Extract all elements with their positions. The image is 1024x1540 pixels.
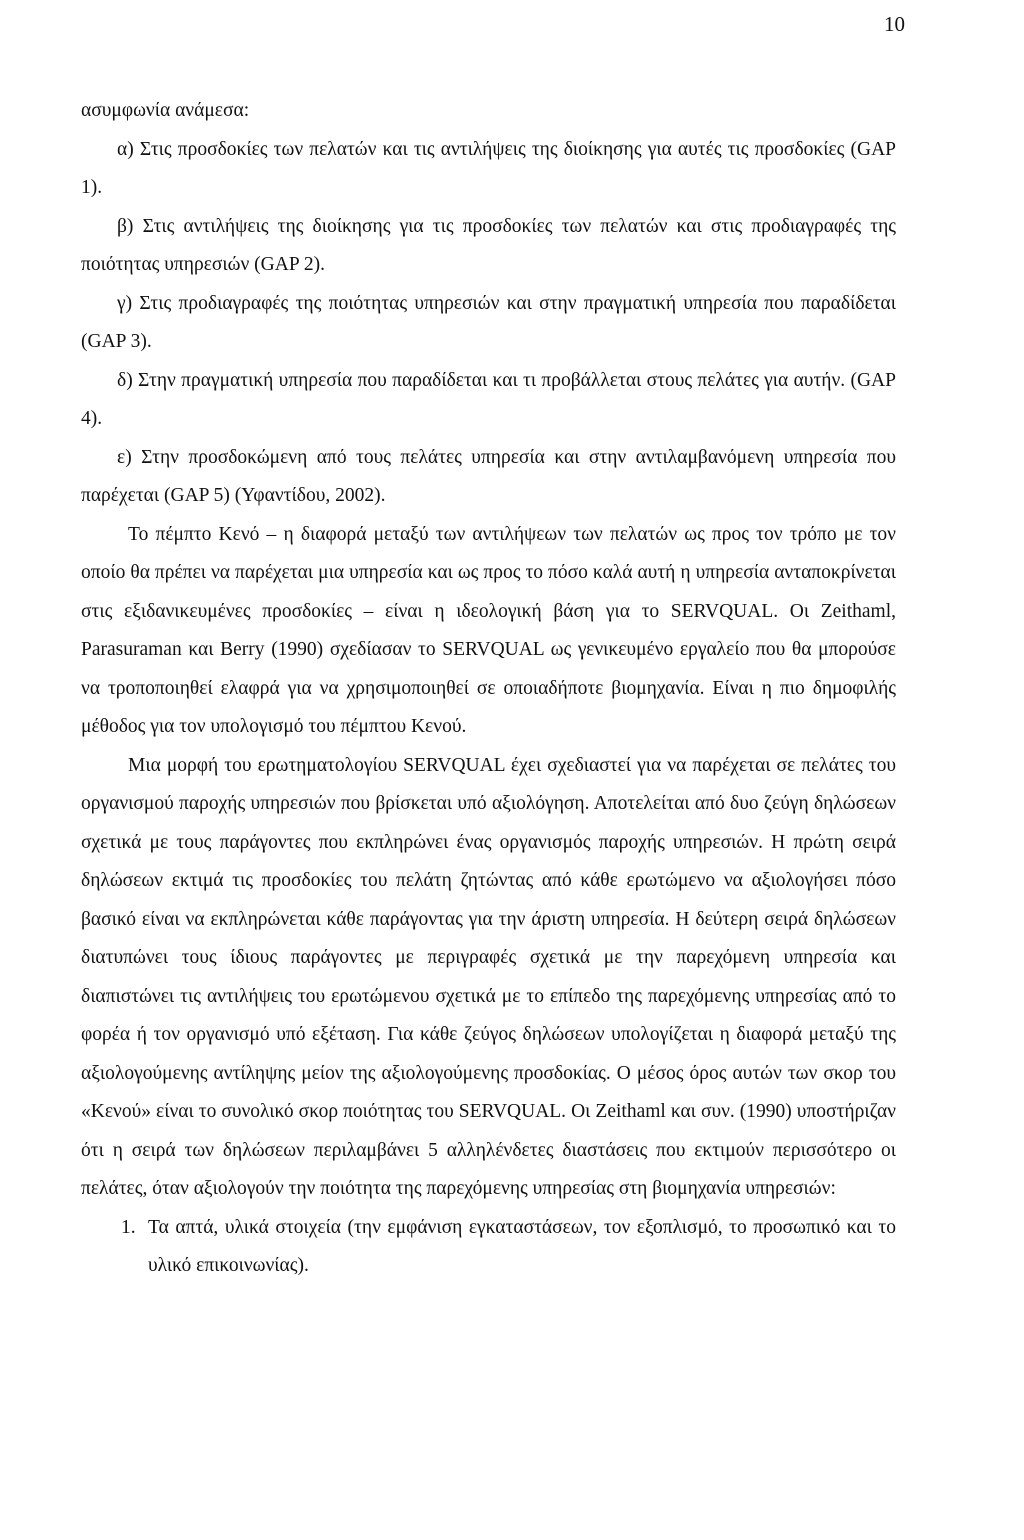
numbered-list-item xyxy=(81,1209,896,1286)
paragraph-fifth-gap: Το πέμπτο Κενό – η διαφορά μεταξύ των αντιλήψεων των πελατών ως προς τον τρόπο με τον οποίο θα πρέπει να παρέχεται μια υπηρεσία και ως προς το πόσο καλά αυτή η υπηρεσία ανταποκρίνεται στις εξιδανικευμένες προσδοκίες – είναι η ιδεολογική βάση για το SERVQUAL. Οι Zeithaml, Parasuraman και Berry (1990) σχεδίασαν το SERVQUAL ως γενικευμένο εργαλείο που θα μπορούσε να τροποποιηθεί ελαφρά για να χρησιμοποιηθεί σε οποιαδήποτε βιομηχανία. Είναι η πιο δημοφιλής μέθοδος για τον υπολογισμό του πέμπτου Κενού. xyxy=(81,523,896,737)
gap-item-5: ε) Στην προσδοκώμενη από τους πελάτες υπηρεσία και στην αντιλαμβανόμενη υπηρεσία που παρέχεται (GAP 5) (Υφαντίδου, 2002). xyxy=(81,446,896,506)
gap-item-3: γ) Στις προδιαγραφές της ποιότητας υπηρεσιών και στην πραγματική υπηρεσία που παραδίδεται (GAP 3). xyxy=(81,292,896,352)
page-number: 10 xyxy=(884,12,905,36)
list-item-number: 1. xyxy=(121,1216,136,1238)
gap-item-4: δ) Στην πραγματική υπηρεσία που παραδίδεται και τι προβάλλεται στους πελάτες για αυτήν. (GAP 4). xyxy=(81,369,896,429)
gap-item-2: β) Στις αντιλήψεις της διοίκησης για τις προσδοκίες των πελατών και στις προδιαγραφές της ποιότητας υπηρεσιών (GAP 2). xyxy=(81,215,896,275)
gap-item-1: α) Στις προσδοκίες των πελατών και τις αντιλήψεις της διοίκησης για αυτές τις προσδοκίες (GAP 1). xyxy=(81,138,896,198)
intro-line: ασυμφωνία ανάμεσα: xyxy=(81,100,250,121)
list-item-text: Τα απτά, υλικά στοιχεία (την εμφάνιση εγκαταστάσεων, τον εξοπλισμό, το προσωπικό και το υλικό επικοινωνίας). xyxy=(148,1216,896,1276)
document-body xyxy=(81,92,896,1286)
paragraph-servqual-form: Μια μορφή του ερωτηματολογίου SERVQUAL έχει σχεδιαστεί για να παρέχεται σε πελάτες του οργανισμού παροχής υπηρεσιών που βρίσκεται υπό αξιολόγηση. Αποτελείται από δυο ζεύγη δηλώσεων σχετικά με τους παράγοντες που εκπληρώνει ένας οργανισμός παροχής υπηρεσιών. Η πρώτη σειρά δηλώσεων εκτιμά τις προσδοκίες του πελάτη ζητώντας από κάθε ερωτώμενο να αξιολογήσει πόσο βασικό είναι να εκπληρώνεται κάθε παράγοντας για την άριστη υπηρεσία. Η δεύτερη σειρά δηλώσεων διατυπώνει τους ίδιους παράγοντες με περιγραφές σχετικά με την παρεχόμενη υπηρεσία και διαπιστώνει τις αντιλήψεις του ερωτώμενου σχετικά με το επίπεδο της παρεχόμενης υπηρεσίας από το φορέα ή τον οργανισμό υπό εξέταση. Για κάθε ζεύγος δηλώσεων υπολογίζεται η διαφορά μεταξύ της αξιολογούμενης αντίληψης μείον της αξιολογούμενης προσδοκίας. Ο μέσος όρος αυτών των σκορ του «Κενού» είναι το συνολικό σκορ ποιότητας του SERVQUAL. Οι Zeithaml και συν. (1990) υποστήριζαν ότι η σειρά των δηλώσεων περιλαμβάνει 5 αλληλένδετες διαστάσεις που εκτιμούν περισσότερο οι πελάτες, όταν αξιολογούν την ποιότητα της παρεχόμενης υπηρεσίας στη βιομηχανία υπηρεσιών: xyxy=(81,754,896,1199)
